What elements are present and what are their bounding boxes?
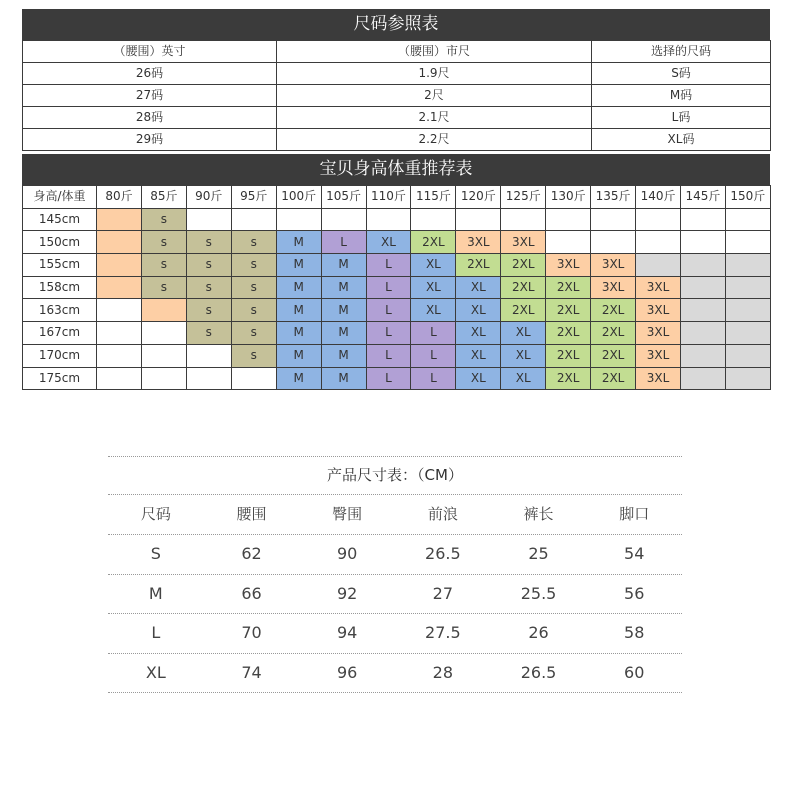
size-cell: M bbox=[321, 322, 366, 345]
size-ref-cell: L码 bbox=[592, 107, 771, 129]
size-ref-cell: M码 bbox=[592, 85, 771, 107]
size-cell: M bbox=[321, 299, 366, 322]
product-row bbox=[108, 535, 682, 575]
product-cell: 前浪 bbox=[427, 505, 458, 523]
height-label: 163cm bbox=[23, 299, 97, 322]
size-cell bbox=[97, 254, 142, 277]
size-ref-header-row bbox=[23, 41, 771, 63]
size-cell bbox=[141, 322, 186, 345]
size-cell: 2XL bbox=[456, 254, 501, 277]
product-header-row bbox=[108, 495, 682, 535]
size-cell bbox=[680, 276, 725, 299]
size-cell bbox=[591, 231, 636, 254]
size-cell: XL bbox=[456, 276, 501, 299]
size-cell bbox=[321, 208, 366, 231]
weight-header: 100斤 bbox=[276, 186, 321, 209]
size-reference-table bbox=[22, 40, 771, 151]
size-cell: 2XL bbox=[591, 322, 636, 345]
product-cell: 60 bbox=[624, 662, 645, 682]
size-cell: 2XL bbox=[546, 276, 591, 299]
size-cell: XL bbox=[411, 299, 456, 322]
size-ref-cell: 1.9尺 bbox=[277, 63, 592, 85]
size-cell bbox=[141, 367, 186, 390]
size-cell: s bbox=[186, 231, 231, 254]
size-reference-title: 尺码参照表 bbox=[22, 9, 770, 40]
size-cell: s bbox=[186, 276, 231, 299]
size-cell bbox=[680, 322, 725, 345]
height-label: 145cm bbox=[23, 208, 97, 231]
recommend-row bbox=[23, 367, 771, 390]
size-cell bbox=[725, 367, 770, 390]
size-ref-cell: 选择的尺码 bbox=[592, 41, 771, 63]
size-cell: M bbox=[276, 322, 321, 345]
size-cell: 2XL bbox=[501, 254, 546, 277]
size-cell: M bbox=[321, 367, 366, 390]
size-cell: s bbox=[231, 254, 276, 277]
size-cell: 2XL bbox=[501, 276, 546, 299]
product-cell: 26 bbox=[528, 623, 549, 642]
product-row bbox=[108, 614, 682, 654]
weight-header: 120斤 bbox=[456, 186, 501, 209]
size-cell: 2XL bbox=[546, 322, 591, 345]
size-cell: 3XL bbox=[636, 344, 681, 367]
size-ref-cell: 29码 bbox=[23, 129, 277, 151]
size-cell: s bbox=[141, 231, 186, 254]
size-cell: 3XL bbox=[546, 254, 591, 277]
product-size-caption: 产品尺寸表：（CM） bbox=[108, 456, 682, 495]
product-cell: 裤长 bbox=[523, 505, 554, 523]
recommend-row bbox=[23, 299, 771, 322]
size-cell bbox=[725, 322, 770, 345]
size-cell: M bbox=[321, 276, 366, 299]
height-label: 158cm bbox=[23, 276, 97, 299]
size-cell: 3XL bbox=[456, 231, 501, 254]
size-cell: 3XL bbox=[501, 231, 546, 254]
size-cell: s bbox=[231, 322, 276, 345]
product-cell: 54 bbox=[624, 544, 645, 563]
size-ref-cell: XL码 bbox=[592, 129, 771, 151]
recommend-row bbox=[23, 254, 771, 277]
product-size-table bbox=[108, 456, 682, 693]
product-cell: 70 bbox=[241, 623, 262, 642]
weight-header: 90斤 bbox=[186, 186, 231, 209]
size-ref-cell: 27码 bbox=[23, 85, 277, 107]
size-cell: XL bbox=[456, 299, 501, 322]
product-cell: S bbox=[150, 544, 161, 563]
height-label: 155cm bbox=[23, 254, 97, 277]
weight-header: 150斤 bbox=[725, 186, 770, 209]
size-cell bbox=[276, 208, 321, 231]
size-cell: 2XL bbox=[591, 299, 636, 322]
product-cell: 28 bbox=[432, 662, 454, 682]
size-cell: 2XL bbox=[546, 299, 591, 322]
size-cell bbox=[411, 208, 456, 231]
size-cell bbox=[456, 208, 501, 231]
product-cell: 92 bbox=[337, 583, 358, 603]
size-cell bbox=[501, 208, 546, 231]
size-cell: XL bbox=[456, 322, 501, 345]
product-cell: 尺码 bbox=[140, 505, 171, 523]
product-row bbox=[108, 575, 682, 615]
size-cell bbox=[546, 208, 591, 231]
size-cell: L bbox=[366, 254, 411, 277]
size-cell: 2XL bbox=[501, 299, 546, 322]
size-cell: M bbox=[276, 299, 321, 322]
product-cell: 66 bbox=[241, 583, 262, 603]
size-cell bbox=[186, 367, 231, 390]
product-cell: 90 bbox=[337, 544, 358, 563]
product-cell: 脚口 bbox=[619, 505, 650, 523]
weight-header: 115斤 bbox=[411, 186, 456, 209]
size-cell: M bbox=[276, 231, 321, 254]
product-cell: 27.5 bbox=[425, 623, 461, 642]
size-cell bbox=[725, 254, 770, 277]
product-cell: L bbox=[151, 623, 161, 642]
size-cell: XL bbox=[411, 254, 456, 277]
height-label: 167cm bbox=[23, 322, 97, 345]
weight-header: 105斤 bbox=[321, 186, 366, 209]
size-cell bbox=[591, 208, 636, 231]
size-cell bbox=[97, 344, 142, 367]
product-cell: 74 bbox=[241, 662, 262, 682]
size-cell: M bbox=[321, 344, 366, 367]
size-cell: XL bbox=[501, 344, 546, 367]
size-ref-row bbox=[23, 63, 771, 85]
size-cell bbox=[725, 299, 770, 322]
size-ref-cell: （腰围）市尺 bbox=[277, 41, 592, 63]
recommend-row bbox=[23, 322, 771, 345]
weight-header: 130斤 bbox=[546, 186, 591, 209]
size-cell: 3XL bbox=[636, 367, 681, 390]
size-cell: L bbox=[411, 344, 456, 367]
size-cell: s bbox=[186, 254, 231, 277]
size-cell bbox=[141, 344, 186, 367]
recommend-table bbox=[22, 185, 771, 390]
product-row bbox=[108, 654, 682, 694]
size-cell bbox=[725, 231, 770, 254]
size-cell bbox=[97, 367, 142, 390]
recommend-row bbox=[23, 276, 771, 299]
height-label: 175cm bbox=[23, 367, 97, 390]
size-cell: 3XL bbox=[636, 299, 681, 322]
weight-header: 80斤 bbox=[97, 186, 142, 209]
size-cell: XL bbox=[366, 231, 411, 254]
product-cell: 26.5 bbox=[520, 662, 557, 682]
size-ref-cell: 26码 bbox=[23, 63, 277, 85]
size-cell: M bbox=[276, 344, 321, 367]
weight-header: 85斤 bbox=[141, 186, 186, 209]
weight-header: 125斤 bbox=[501, 186, 546, 209]
size-cell: 2XL bbox=[546, 344, 591, 367]
size-cell: M bbox=[276, 367, 321, 390]
size-ref-cell: （腰围）英寸 bbox=[23, 41, 277, 63]
size-cell bbox=[97, 276, 142, 299]
product-cell: XL bbox=[145, 662, 166, 682]
size-cell: XL bbox=[456, 344, 501, 367]
product-cell: 腰围 bbox=[236, 505, 267, 523]
size-ref-cell: 28码 bbox=[23, 107, 277, 129]
size-cell: 3XL bbox=[591, 254, 636, 277]
size-cell: L bbox=[411, 367, 456, 390]
size-cell: L bbox=[321, 231, 366, 254]
product-cell: 56 bbox=[624, 583, 645, 603]
product-cell: 62 bbox=[241, 544, 262, 563]
size-cell bbox=[680, 231, 725, 254]
recommend-row bbox=[23, 344, 771, 367]
size-cell: s bbox=[231, 299, 276, 322]
size-ref-row bbox=[23, 107, 771, 129]
product-cell: 26.5 bbox=[425, 544, 461, 563]
size-cell bbox=[680, 344, 725, 367]
product-cell: 58 bbox=[624, 623, 645, 642]
height-label: 170cm bbox=[23, 344, 97, 367]
size-cell: 3XL bbox=[591, 276, 636, 299]
size-cell: L bbox=[366, 367, 411, 390]
size-cell bbox=[97, 208, 142, 231]
size-cell: M bbox=[321, 254, 366, 277]
size-cell: L bbox=[411, 322, 456, 345]
product-cell: 25 bbox=[528, 544, 549, 563]
weight-header: 140斤 bbox=[636, 186, 681, 209]
size-ref-cell: 2.1尺 bbox=[277, 107, 592, 129]
weight-header: 110斤 bbox=[366, 186, 411, 209]
size-cell bbox=[636, 254, 681, 277]
size-cell: L bbox=[366, 299, 411, 322]
size-cell: 3XL bbox=[636, 322, 681, 345]
size-cell: s bbox=[186, 322, 231, 345]
size-cell: 2XL bbox=[591, 367, 636, 390]
weight-header: 145斤 bbox=[680, 186, 725, 209]
size-cell bbox=[680, 254, 725, 277]
weight-header: 身高/体重 bbox=[23, 186, 97, 209]
size-cell bbox=[636, 231, 681, 254]
size-cell: s bbox=[141, 208, 186, 231]
size-cell bbox=[97, 231, 142, 254]
recommend-row bbox=[23, 208, 771, 231]
size-cell: s bbox=[141, 276, 186, 299]
size-cell: s bbox=[231, 231, 276, 254]
size-cell: 2XL bbox=[411, 231, 456, 254]
size-cell bbox=[186, 344, 231, 367]
size-cell: s bbox=[141, 254, 186, 277]
weight-header: 135斤 bbox=[591, 186, 636, 209]
size-cell: XL bbox=[501, 322, 546, 345]
size-cell: 2XL bbox=[591, 344, 636, 367]
size-cell bbox=[97, 322, 142, 345]
size-cell bbox=[680, 367, 725, 390]
product-cell: 27 bbox=[432, 583, 454, 603]
size-cell: XL bbox=[501, 367, 546, 390]
size-cell: XL bbox=[456, 367, 501, 390]
size-cell: XL bbox=[411, 276, 456, 299]
size-ref-cell: S码 bbox=[592, 63, 771, 85]
product-cell: M bbox=[148, 583, 163, 603]
size-ref-cell: 2尺 bbox=[277, 85, 592, 107]
product-cell: 臀围 bbox=[332, 505, 363, 523]
size-cell bbox=[636, 208, 681, 231]
size-cell bbox=[186, 208, 231, 231]
size-ref-cell: 2.2尺 bbox=[277, 129, 592, 151]
size-cell bbox=[231, 208, 276, 231]
size-cell: s bbox=[231, 344, 276, 367]
height-label: 150cm bbox=[23, 231, 97, 254]
size-cell bbox=[680, 299, 725, 322]
size-cell bbox=[97, 299, 142, 322]
size-cell: s bbox=[231, 276, 276, 299]
size-cell: L bbox=[366, 344, 411, 367]
recommend-title: 宝贝身高体重推荐表 bbox=[22, 154, 770, 185]
recommend-header-row bbox=[23, 186, 771, 209]
size-cell: 3XL bbox=[636, 276, 681, 299]
product-cell: 25.5 bbox=[520, 583, 557, 603]
size-ref-row bbox=[23, 85, 771, 107]
recommend-row bbox=[23, 231, 771, 254]
size-cell bbox=[231, 367, 276, 390]
product-cell: 96 bbox=[337, 662, 358, 682]
size-cell: L bbox=[366, 276, 411, 299]
size-cell bbox=[680, 208, 725, 231]
size-cell bbox=[725, 208, 770, 231]
size-cell bbox=[546, 231, 591, 254]
size-cell bbox=[725, 344, 770, 367]
size-cell: L bbox=[366, 322, 411, 345]
size-cell bbox=[725, 276, 770, 299]
size-cell: s bbox=[186, 299, 231, 322]
size-cell bbox=[141, 299, 186, 322]
product-cell: 94 bbox=[337, 623, 358, 642]
size-cell: M bbox=[276, 254, 321, 277]
size-cell bbox=[366, 208, 411, 231]
weight-header: 95斤 bbox=[231, 186, 276, 209]
size-ref-row bbox=[23, 129, 771, 151]
size-cell: M bbox=[276, 276, 321, 299]
size-cell: 2XL bbox=[546, 367, 591, 390]
